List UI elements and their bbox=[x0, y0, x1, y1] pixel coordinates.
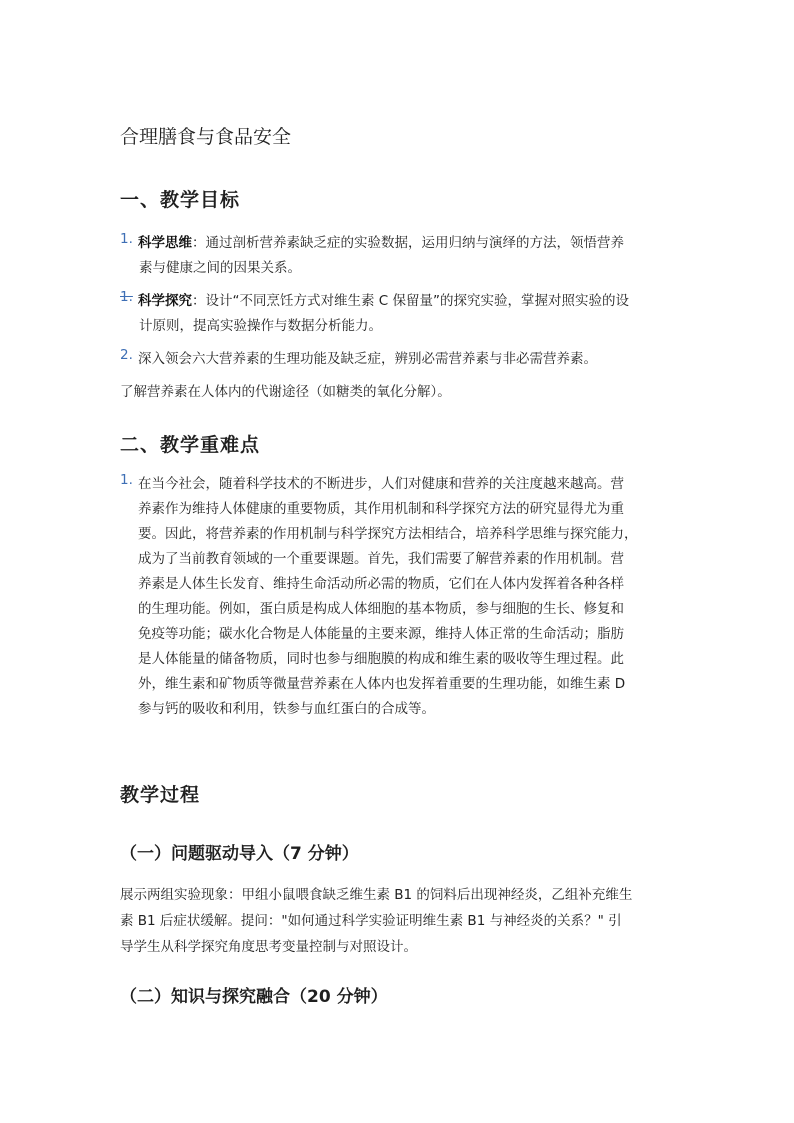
list-item-line bbox=[138, 231, 624, 251]
list-item-line: 素与健康之间的因果关系。 bbox=[139, 260, 301, 276]
list-item-line: 深入领会六大营养素的生理功能及缺乏症，辨别必需营养素与非必需营养素。 bbox=[138, 351, 597, 367]
item-label: 科学思维 bbox=[138, 235, 192, 251]
paragraph-line: 展示两组实验现象：甲组小鼠喂食缺乏维生素 B1 的饲料后出现神经炎，乙组补充维生 bbox=[120, 887, 633, 903]
section-heading-key-points: 二、教学重难点 bbox=[120, 434, 261, 456]
document-title: 合理膳食与食品安全 bbox=[120, 126, 292, 148]
list-item-line: 养素作为维持人体健康的重要物质，其作用机制和科学探究方法的研究显得尤为重 bbox=[138, 501, 624, 517]
list-item-line: 是人体能量的储备物质，同时也参与细胞膜的构成和维生素的吸收等生理过程。此 bbox=[138, 651, 624, 667]
item-separator: ： bbox=[192, 293, 206, 309]
list-item-line: 计原则，提高实验操作与数据分析能力。 bbox=[139, 318, 382, 334]
subsection-heading: （二）知识与探究融合（20 分钟） bbox=[120, 987, 388, 1007]
paragraph: 了解营养素在人体内的代谢途径（如糖类的氧化分解）。 bbox=[120, 384, 451, 400]
list-item-line: 参与钙的吸收和利用，铁参与血红蛋白的合成等。 bbox=[138, 701, 435, 717]
list-item-line: 养素是人体生长发育、维持生命活动所必需的物质，它们在人体内发挥着各种各样 bbox=[138, 576, 624, 592]
list-item-line: 要。因此，将营养素的作用机制与科学探究方法相结合，培养科学思维与探究能力， bbox=[138, 526, 638, 542]
item-text: 设计“不同烹饪方式对维生素 C 保留量”的探究实验，掌握对照实验的设 bbox=[205, 293, 629, 309]
list-item-line: 在当今社会，随着科学技术的不断进步，人们对健康和营养的关注度越来越高。营 bbox=[138, 476, 624, 492]
list-item-line: 成为了当前教育领域的一个重要课题。首先，我们需要了解营养素的作用机制。营 bbox=[138, 551, 624, 567]
list-number: 1. bbox=[120, 289, 133, 305]
section-heading-process: 教学过程 bbox=[120, 784, 201, 806]
item-text: 通过剖析营养素缺乏症的实验数据，运用归纳与演绎的方法，领悟营养 bbox=[205, 235, 624, 251]
list-item-line bbox=[138, 289, 629, 309]
item-separator: ： bbox=[192, 235, 206, 251]
subsection-heading: （一）问题驱动导入（7 分钟） bbox=[120, 844, 359, 864]
section-heading-objectives: 一、教学目标 bbox=[120, 189, 241, 211]
list-number: 1. bbox=[120, 231, 133, 247]
list-item-line: 外，维生素和矿物质等微量营养素在人体内也发挥着重要的生理功能，如维生素 D bbox=[138, 676, 626, 692]
list-item-line: 的生理功能。例如，蛋白质是构成人体细胞的基本物质，参与细胞的生长、修复和 bbox=[138, 601, 624, 617]
list-item-line: 免疫等功能；碳水化合物是人体能量的主要来源，维持人体正常的生命活动；脂肪 bbox=[138, 626, 624, 642]
list-number: 1. bbox=[120, 472, 133, 488]
list-number: 2. bbox=[120, 347, 133, 363]
item-label: 科学探究 bbox=[138, 293, 192, 309]
paragraph-line: 素 B1 后症状缓解。提问："如何通过科学实验证明维生素 B1 与神经炎的关系？" 引 bbox=[120, 913, 622, 929]
paragraph-line: 导学生从科学探究角度思考变量控制与对照设计。 bbox=[120, 939, 417, 955]
